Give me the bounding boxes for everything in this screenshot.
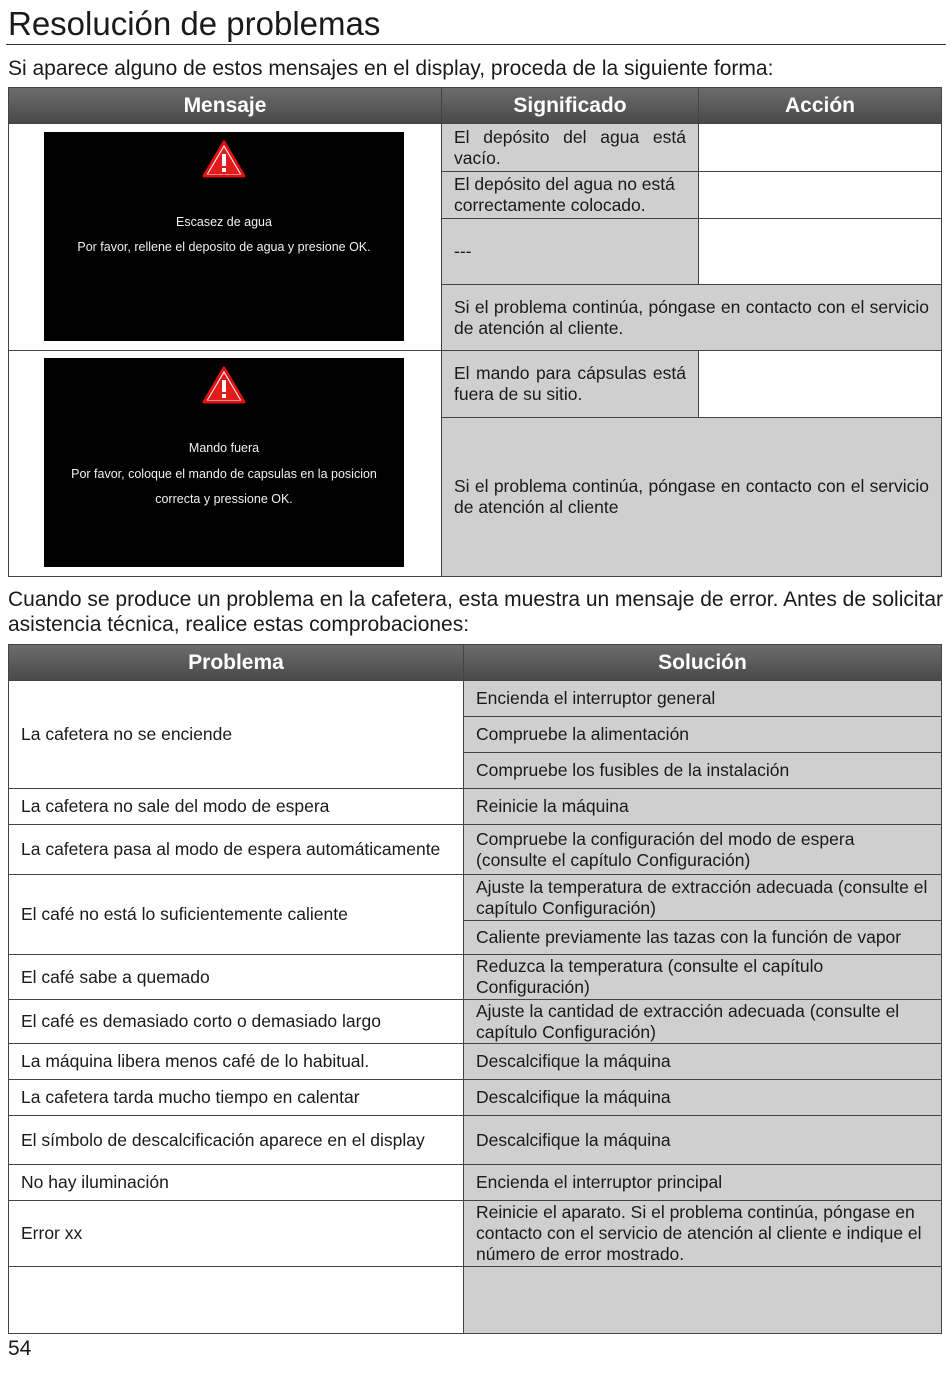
display-text-capsule-2: correcta y pressione OK. — [155, 492, 293, 506]
display-title-water: Escasez de agua — [176, 215, 272, 229]
solution-cell: Reinicie el aparato. Si el problema continúa, póngase en contacto con el servicio de atención al cliente e indique el número de error mostrado. — [464, 1201, 941, 1267]
accion-row-3 — [699, 219, 941, 285]
contact-note-1: Si el problema continúa, póngase en contacto con el servicio de atención al cliente. — [442, 285, 941, 351]
solution-cell: Compruebe la configuración del modo de espera (consulte el capítulo Configuración) — [464, 825, 941, 875]
intro-problems: Cuando se produce un problema en la cafetera, esta muestra un mensaje de error. Antes de solicitar asistencia técnica, realice estas comprobaciones: — [8, 588, 944, 636]
solution-cell: Reinicie la máquina — [464, 789, 941, 825]
solution-cell: Compruebe los fusibles de la instalación — [464, 753, 941, 789]
header-accion: Acción — [699, 88, 941, 124]
message-cell-water — [9, 124, 442, 351]
solution-cell: Caliente previamente las tazas con la función de vapor — [464, 921, 941, 955]
problem-cell: La cafetera no sale del modo de espera — [9, 789, 464, 825]
page-number: 54 — [8, 1337, 32, 1360]
page-title: Resolución de problemas — [8, 5, 381, 42]
problem-cell: La cafetera no se enciende — [9, 681, 464, 789]
warning-triangle-icon — [202, 366, 246, 404]
solution-cell: Descalcifique la máquina — [464, 1116, 941, 1165]
problem-cell: El café es demasiado corto o demasiado largo — [9, 1000, 464, 1044]
header-significado: Significado — [442, 88, 699, 124]
significado-row-2: El depósito del agua no está correctamente colocado. — [442, 172, 699, 219]
solution-cell: Encienda el interruptor general — [464, 681, 941, 717]
solution-cell: Encienda el interruptor principal — [464, 1165, 941, 1201]
title-divider — [6, 44, 946, 45]
solution-cell: Ajuste la cantidad de extracción adecuada (consulte el capítulo Configuración) — [464, 1000, 941, 1044]
problem-cell: La máquina libera menos café de lo habitual. — [9, 1044, 464, 1080]
significado-row-3: --- — [442, 219, 699, 285]
display-text-water: Por favor, rellene el deposito de agua y presione OK. — [77, 240, 371, 254]
accion-row-5 — [699, 351, 941, 418]
significado-row-1: El depósito del agua está vacío. — [442, 124, 699, 172]
solution-cell: Compruebe la alimentación — [464, 717, 941, 753]
problem-cell: Error xx — [9, 1201, 464, 1267]
warning-triangle-icon — [202, 140, 246, 178]
display-title-capsule: Mando fuera — [188, 441, 260, 455]
problem-cell: La cafetera pasa al modo de espera automáticamente — [9, 825, 464, 875]
solution-cell — [464, 1267, 941, 1333]
problem-cell: No hay iluminación — [9, 1165, 464, 1201]
problem-cell: El café sabe a quemado — [9, 955, 464, 1000]
problem-cell: La cafetera tarda mucho tiempo en calentar — [9, 1080, 464, 1116]
solution-cell: Ajuste la temperatura de extracción adecuada (consulte el capítulo Configuración) — [464, 875, 941, 921]
message-cell-capsule — [9, 351, 442, 576]
significado-row-5: El mando para cápsulas está fuera de su sitio. — [442, 351, 699, 418]
contact-note-2: Si el problema continúa, póngase en contacto con el servicio de atención al cliente — [442, 418, 941, 576]
problems-table — [8, 644, 942, 1334]
display-screen-water — [44, 132, 404, 341]
header-mensaje: Mensaje — [9, 88, 442, 124]
problem-cell: El símbolo de descalcificación aparece en el display — [9, 1116, 464, 1165]
solution-cell: Descalcifique la máquina — [464, 1080, 941, 1116]
solution-cell: Reduzca la temperatura (consulte el capítulo Configuración) — [464, 955, 941, 1000]
messages-table — [8, 87, 942, 577]
display-text-capsule-1: Por favor, coloque el mando de capsulas en la posicion — [71, 467, 377, 481]
header-problema: Problema — [9, 645, 464, 681]
intro-messages: Si aparece alguno de estos mensajes en el display, proceda de la siguiente forma: — [8, 57, 774, 80]
solution-cell: Descalcifique la máquina — [464, 1044, 941, 1080]
accion-row-2 — [699, 172, 941, 219]
problem-cell — [9, 1267, 464, 1333]
display-screen-capsule — [44, 358, 404, 567]
problem-cell: El café no está lo suficientemente caliente — [9, 875, 464, 955]
accion-row-1 — [699, 124, 941, 172]
header-solucion: Solución — [464, 645, 941, 681]
